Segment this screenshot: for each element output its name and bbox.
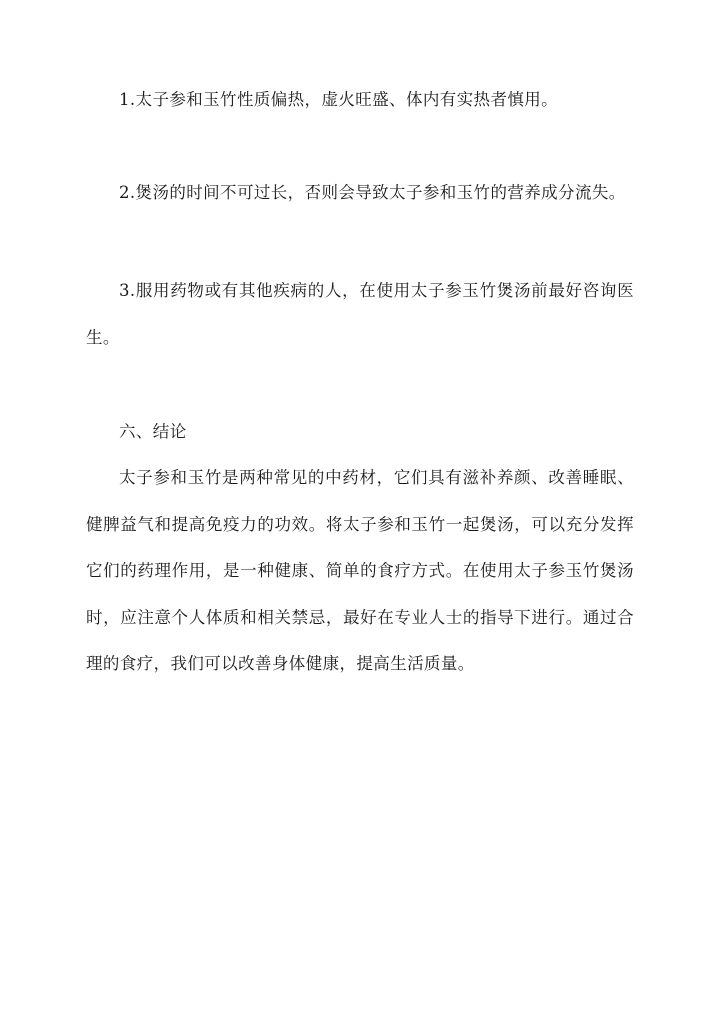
section-heading: 六、结论 xyxy=(119,422,187,441)
note-item-1: 1.太子参和玉竹性质偏热，虚火旺盛、体内有实热者慎用。 xyxy=(119,90,559,109)
conclusion-paragraph: 太子参和玉竹是两种常见的中药材，它们具有滋补养颜、改善睡眠、健脾益气和提高免疫力的功效。将太子参和玉竹一起煲汤，可以充分发挥它们的药理作用，是一种健康、简单的食疗方式。在使用太子参玉竹煲汤时，应注意个人体质和相关禁忌，最好在专业人士的指导下进行。通过合理的食疗，我们可以改善身体健康，提高生活质量。 xyxy=(86,468,634,673)
note-item-3: 3.服用药物或有其他疾病的人，在使用太子参玉竹煲汤前最好咨询医生。 xyxy=(86,281,634,347)
note-item-2: 2.煲汤的时间不可过长，否则会导致太子参和玉竹的营养成分流失。 xyxy=(119,183,626,202)
